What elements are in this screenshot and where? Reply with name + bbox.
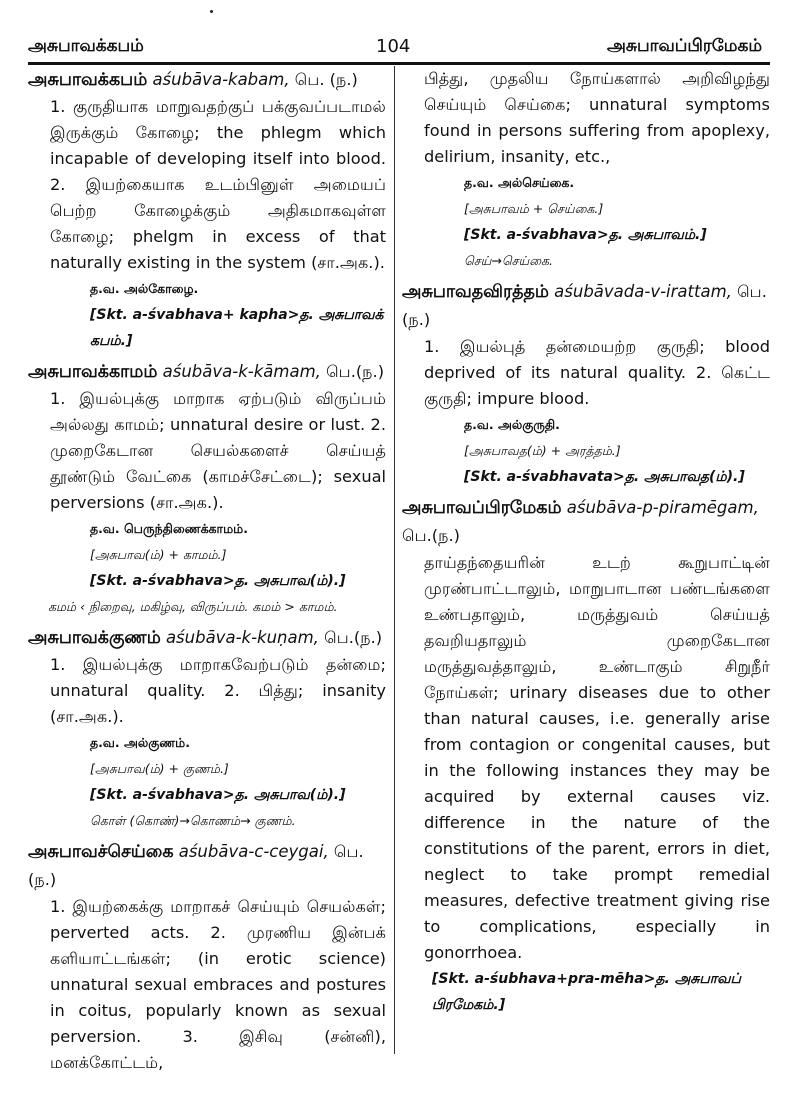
note: கொள் (கொண்)→கொணம்→ குணம்.: [90, 813, 296, 828]
part-of-speech: பெ.(ந.): [326, 362, 385, 381]
transliteration: aśubāva-p-piramēgam,: [566, 498, 759, 517]
tamil-equivalent: த.வ. பெருந்திணைக்காமம்.: [90, 521, 248, 536]
entry-continuation: [402, 66, 770, 274]
speck: [210, 10, 213, 13]
running-head-left: அசுபாவக்கபம்: [28, 36, 144, 56]
transliteration: aśubāvada-v-irattam,: [554, 282, 732, 301]
page-number: 104: [376, 36, 411, 57]
headword: அசுபாவக்கபம்: [28, 70, 148, 90]
etymology: [Skt. a-śvabhava+ kapha>த. அசுபாவக் கபம்.]: [90, 307, 384, 349]
definition: 1. இயற்கைக்கு மாறாகச் செய்யும் செயல்கள்; perverted acts. 2. முரணிய இன்பக் களியாட்டங்கள்; (in erotic science) unnatural sexual embraces and postures in coitus, popularly known as sexual perversion. 3. இசிவு (சன்னி), மனக்கோட்டம்,: [50, 897, 386, 1072]
definition: 1. இயல்புக்கு மாறாகவேற்படும் தன்மை; unnatural quality. 2. பித்து; insanity (சா.அக.).: [50, 655, 386, 726]
definition: பித்து, முதலிய நோய்களால் அறிவிழந்து செய்யும் செய்கை; unnatural symptoms found in persons suffering from apoplexy, delirium, insanity, etc.,: [424, 69, 770, 166]
left-column: [28, 66, 386, 1080]
transliteration: aśubāva-c-ceygai,: [178, 842, 329, 861]
tamil-equivalent: த.வ. அல்செய்கை.: [464, 175, 575, 190]
formula: [அசுபாவ(ம்) + காமம்.]: [90, 547, 227, 562]
transliteration: aśubāva-k-kāmam,: [162, 362, 321, 381]
entry: [28, 624, 386, 834]
headword: அசுபாவக்குணம்: [28, 628, 161, 648]
etymology: [Skt. a-śvabhavata>த. அசுபாவத(ம்).]: [464, 469, 745, 485]
part-of-speech: பெ.(ந.): [402, 282, 767, 329]
formula: [அசுபாவ(ம்) + குணம்.]: [90, 761, 229, 776]
tamil-equivalent: த.வ. அல்குணம்.: [90, 735, 190, 750]
part-of-speech: பெ.(ந.): [28, 842, 364, 889]
note: செய்→செய்கை.: [464, 253, 554, 268]
etymology: [Skt. a-śvabhava>த. அசுபாவம்.]: [464, 227, 707, 243]
etymology: [Skt. a-śvabhava>த. அசுபாவ(ம்).]: [90, 573, 346, 589]
running-head-right: அசுபாவப்பிரமேகம்: [606, 36, 762, 56]
part-of-speech: பெ.(ந.): [402, 526, 460, 545]
transliteration: aśubāva-kabam,: [152, 70, 290, 89]
entry: [402, 494, 770, 1018]
header-rule: [28, 62, 770, 65]
definition: 1. இயல்புத் தன்மையற்ற குருதி; blood deprived of its natural quality. 2. கெட்ட குருதி; impure blood.: [424, 337, 770, 408]
tamil-equivalent: த.வ. அல்குருதி.: [464, 417, 560, 432]
formula: [அசுபாவத(ம்) + அரத்தம்.]: [464, 443, 621, 458]
etymology: [Skt. a-śvabhava>த. அசுபாவ(ம்).]: [90, 787, 346, 803]
headword: அசுபாவச்செய்கை: [28, 842, 174, 862]
entry: [28, 66, 386, 354]
headword: அசுபாவதவிரத்தம்: [402, 282, 550, 302]
transliteration: aśubāva-k-kuṇam,: [165, 628, 319, 647]
definition: தாய்தந்தையரின் உடற் கூறுபாட்டின் முரண்பாட்டாலும், மாறுபாடான பண்டங்களை உண்பதாலும், மருத்துவம் செய்யத் தவறியதாலும் முறைகேடான மருத்துவத்தாலும், உண்டாகும் சிறுநீர் நோய்கள்; urinary diseases due to other than natural causes, i.e. generally arise from contagion or congenital causes, but in the following instances they may be acquired by external causes viz. difference in the nature of the constitutions of the parent, errors in diet, neglect to take prompt remedial measures, defective treatment giving rise to complications, especially in gonorrhoea.: [424, 553, 770, 962]
entry: [28, 358, 386, 620]
etymology: [Skt. a-śubhava+pra-mēha>த. அசுபாவப் பிரமேகம்.]: [432, 971, 741, 1013]
right-column: [402, 66, 770, 1022]
headword: அசுபாவக்காமம்: [28, 362, 158, 382]
entry: [28, 838, 386, 1076]
column-divider: [394, 66, 395, 1054]
entry: [402, 278, 770, 490]
formula: [அசுபாவம் + செய்கை.]: [464, 201, 604, 216]
definition: 1. இயல்புக்கு மாறாக ஏற்படும் விருப்பம் அல்லது காமம்; unnatural desire or lust. 2. முறைகேடான செயல்களைச் செய்யத் தூண்டும் வேட்கை (காமச்சேட்டை); sexual perversions (சா.அக.).: [50, 389, 386, 512]
note: கமம் ‹ நிறைவு, மகிழ்வு, விருப்பம். கமம் > காமம்.: [48, 599, 338, 614]
headword: அசுபாவப்பிரமேகம்: [402, 498, 562, 518]
definition: 1. குருதியாக மாறுவதற்குப் பக்குவப்படாமல் இருக்கும் கோழை; the phlegm which incapable of developing itself into blood. 2. இயற்கையாக உடம்பினுள் அமையப் பெற்ற கோழைக்கும் அதிகமாகவுள்ள கோழை; phelgm in excess of that naturally existing in the system (சா.அக.).: [50, 97, 386, 272]
part-of-speech: பெ.(ந.): [324, 628, 383, 647]
tamil-equivalent: த.வ. அல்கோழை.: [90, 281, 199, 296]
part-of-speech: பெ. (ந.): [294, 70, 358, 89]
